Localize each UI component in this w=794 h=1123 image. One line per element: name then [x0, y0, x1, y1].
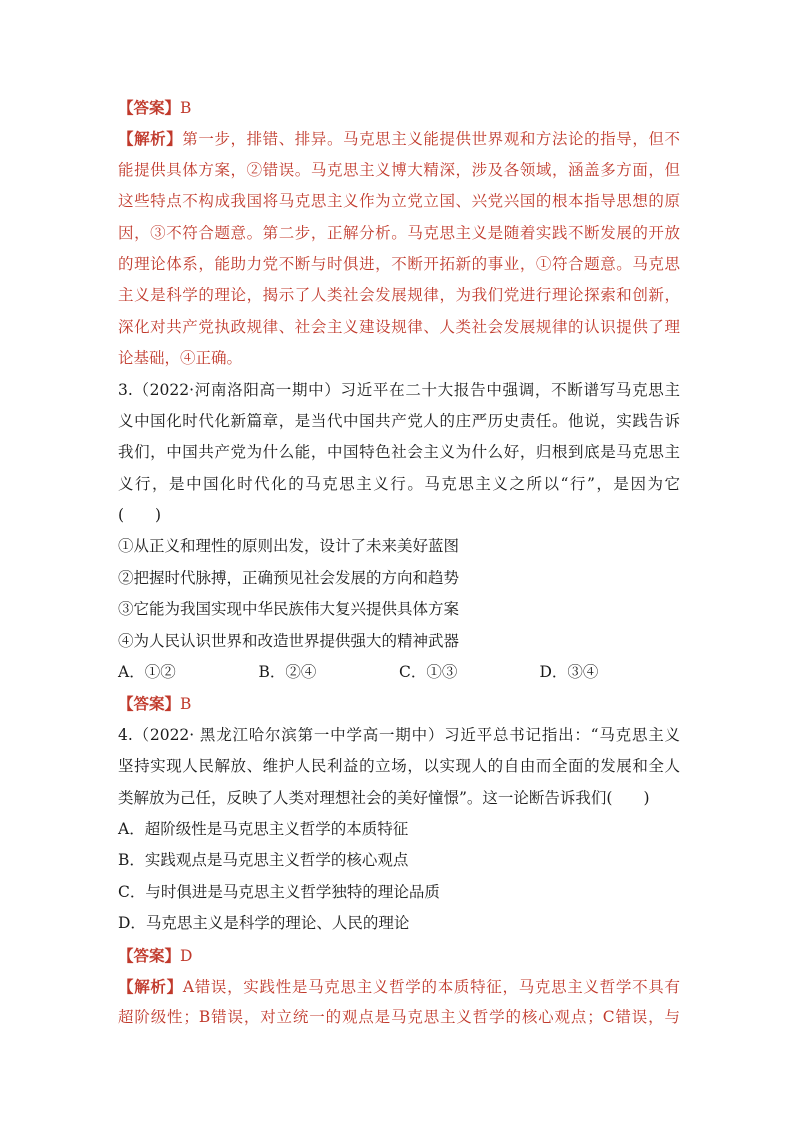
text-segment: ( ) [118, 506, 162, 525]
text-line [118, 249, 680, 280]
answer-value: B [180, 99, 192, 117]
text-line [118, 594, 680, 625]
text-segment: 第一步，排错、排异。马克思主义能提供世界观和方法论的指导，但不 [182, 130, 680, 149]
section-tag: 【答案】 [118, 98, 181, 117]
text-line [118, 877, 680, 908]
text-segment: C．与时俱进是马克思主义哲学独特的理论品质 [118, 882, 440, 901]
text-line [118, 500, 680, 531]
text-segment: 能提供具体方案，②错误。马克思主义博大精深，涉及各领域，涵盖多方面，但 [118, 160, 680, 179]
text-segment: 的理论体系，能助力党不断与时俱进，不断开拓新的事业，①符合题意。马克思 [118, 254, 680, 273]
answer-value: D [180, 946, 193, 965]
text-line [118, 92, 680, 123]
text-line [118, 469, 680, 500]
text-segment: A．超阶级性是马克思主义哲学的本质特征 [118, 819, 409, 838]
text-segment: 3.（2022·河南洛阳高一期中）习近平在二十大报告中强调，不断谱写马克思主 [118, 380, 680, 399]
text-segment: 这些特点不构成我国将马克思主义作为立党立国、兴党兴国的根本指导思想的原 [118, 192, 680, 211]
text-segment: ③它能为我国实现中华民族伟大复兴提供具体方案 [118, 600, 460, 619]
text-segment: 主义是科学的理论，揭示了人类社会发展规律，为我们党进行理论探索和创新， [118, 286, 680, 305]
option-choice: A．①② [118, 663, 176, 682]
text-segment: ④为人民认识世界和改造世界提供强大的精神武器 [118, 631, 460, 650]
text-segment: ①从正义和理性的原则出发，设计了未来美好蓝图 [118, 537, 460, 556]
text-segment: 因，③不符合题意。第二步，正解分析。马克思主义是随着实践不断发展的开放 [118, 223, 680, 242]
text-line [118, 845, 680, 876]
text-segment: 坚持实现人民解放、维护人民利益的立场，以实现人的自由而全面的发展和全人 [118, 757, 680, 776]
text-line [118, 971, 680, 1002]
text-line [118, 123, 680, 154]
text-line [118, 688, 680, 719]
text-segment: 4.（2022· 黑龙江哈尔滨第一中学高一期中）习近平总书记指出：“马克思主义 [118, 725, 680, 744]
text-line [118, 218, 680, 249]
section-tag: 【解析】 [118, 976, 183, 996]
options-row [118, 657, 680, 688]
text-line [118, 531, 680, 562]
option-choice: D．③④ [539, 663, 599, 682]
text-segment: 论基础，④正确。 [118, 349, 243, 368]
text-line [118, 343, 680, 374]
text-line [118, 626, 680, 657]
answer-value: B [180, 695, 192, 714]
option-choice: B．②④ [258, 663, 317, 682]
text-segment: B．实践观点是马克思主义哲学的核心观点 [118, 851, 409, 870]
document-body [118, 92, 680, 1034]
text-segment: D．马克思主义是科学的理论、人民的理论 [118, 914, 410, 933]
section-tag: 【答案】 [118, 945, 181, 965]
text-line [118, 814, 680, 845]
text-segment: 我们，中国共产党为什么能，中国特色社会主义为什么好，归根到底是马克思主 [118, 443, 680, 462]
section-tag: 【答案】 [118, 694, 181, 714]
text-segment: 义行，是中国化时代化的马克思主义行。马克思主义之所以“行”，是因为它 [118, 474, 680, 493]
text-segment: ②把握时代脉搏，正确预见社会发展的方向和趋势 [118, 568, 460, 587]
text-line [118, 437, 680, 468]
text-line [118, 720, 680, 751]
section-tag: 【解析】 [118, 129, 183, 149]
text-line [118, 783, 680, 814]
option-choice: C．①③ [399, 663, 458, 682]
text-line [118, 280, 680, 311]
text-segment: 深化对共产党执政规律、社会主义建设规律、人类社会发展规律的认识提供了理 [118, 317, 680, 336]
text-line [118, 155, 680, 186]
text-line [118, 908, 680, 939]
text-line [118, 312, 680, 343]
text-line [118, 940, 680, 971]
text-segment: 类解放为己任，反映了人类对理想社会的美好憧憬”。这一论断告诉我们( ) [118, 788, 650, 807]
text-line [118, 186, 680, 217]
text-segment: A错误，实践性是马克思主义哲学的本质特征，马克思主义哲学不具有 [182, 977, 680, 996]
text-line [118, 375, 680, 406]
text-segment: 义中国化时代化新篇章，是当代中国共产党人的庄严历史责任。他说，实践告诉 [118, 411, 680, 430]
text-line [118, 1002, 680, 1033]
text-line [118, 563, 680, 594]
text-segment: 超阶级性；B错误，对立统一的观点是马克思主义哲学的核心观点；C错误，与 [118, 1008, 680, 1027]
text-line [118, 751, 680, 782]
text-line [118, 406, 680, 437]
